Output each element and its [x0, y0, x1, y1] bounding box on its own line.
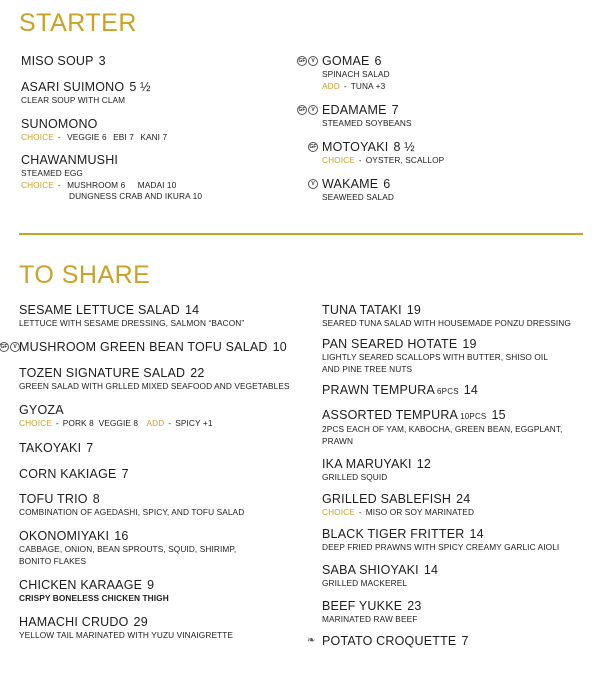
item-price: 29 — [133, 615, 148, 629]
item-name: HAMACHI CRUDO — [19, 615, 129, 629]
choice-option: DUNGNESS CRAB AND IKURA 10 — [69, 191, 203, 201]
choice-text: PORK 8 VEGGIE 8 — [62, 418, 139, 428]
item-description: AND PINE TREE NUTS — [322, 363, 413, 374]
menu-item — [19, 441, 93, 456]
choice-label: CHOICE — [19, 418, 52, 428]
item-price: 14 — [423, 563, 439, 577]
item-name: WAKAME — [322, 177, 379, 191]
add-label: ADD — [322, 80, 340, 91]
menu-item — [307, 634, 469, 649]
item-description: CLEAR SOUP WITH CLAM — [21, 95, 126, 105]
vegetarian-icon: V — [308, 105, 318, 115]
item-description: LIGHTLY SEARED SCALLOPS WITH BUTTER, SHISO OIL — [322, 352, 549, 362]
menu-item — [298, 103, 412, 130]
item-name: ASSORTED TEMPURA — [322, 408, 459, 422]
menu-item — [19, 492, 244, 519]
item-name: MOTOYAKI — [322, 140, 389, 154]
item-name: EDAMAME — [322, 103, 387, 117]
menu-item: GF V GOMAE 6 SPINACH SALAD ADD - TUNA +3 — [298, 54, 390, 91]
menu-item: CHAWANMUSHI STEAMED EGG CHOICE - MUSHROOM 6 MADAI 10 DUNGNESS CRAB AND IKURA 10 — [21, 153, 203, 201]
choice-option: MADAI 10 — [137, 179, 177, 190]
vegetarian-icon: V — [10, 342, 20, 352]
item-name: CHICKEN KARAAGE — [19, 578, 143, 592]
item-name: SABA SHIOYAKI — [322, 563, 419, 577]
item-price: 6 — [374, 54, 382, 68]
item-description: SEAWEED SALAD — [322, 192, 394, 202]
item-price: 15 — [491, 408, 506, 422]
choice-text: MISO OR SOY MARINATED — [365, 507, 475, 517]
item-price: 7 — [461, 634, 469, 648]
item-price: 12 — [416, 457, 432, 471]
item-price: 3 — [98, 54, 106, 68]
item-name: GRILLED SABLEFISH — [322, 492, 452, 506]
item-price: 14 — [185, 303, 200, 317]
menu-item — [322, 527, 559, 554]
item-description: SEARED TUNA SALAD WITH HOUSEMADE PONZU DRESSING — [322, 318, 571, 328]
item-description: SPINACH SALAD — [322, 69, 390, 79]
item-name: BLACK TIGER FRITTER — [322, 527, 465, 541]
item-name: TAKOYAKI — [19, 441, 82, 455]
item-quantity: 10PCS — [460, 412, 487, 421]
item-description: DEEP FRIED PRAWNS WITH SPICY CREAMY GARLIC AIOLI — [322, 542, 560, 552]
item-name: POTATO CROQUETTE — [322, 634, 457, 648]
menu-item: GF MOTOYAKI 8 ½ CHOICE - OYSTER, SCALLOP — [309, 140, 445, 165]
menu-item — [322, 408, 563, 447]
menu-item — [19, 366, 290, 393]
menu-item — [21, 80, 151, 107]
menu-item — [0, 340, 287, 355]
item-name: SUNOMONO — [21, 117, 98, 131]
menu-item: GYOZA CHOICE - PORK 8 VEGGIE 8 ADD - SPICY +1 — [19, 403, 213, 428]
add-text: SPICY +1 — [175, 418, 213, 428]
menu-item — [322, 337, 548, 375]
item-price: 5 ½ — [129, 80, 151, 94]
menu-item: SUNOMONO CHOICE - VEGGIE 6 EBI 7 KANI 7 — [21, 117, 168, 142]
item-description: YELLOW TAIL MARINATED WITH YUZU VINAIGRETTE — [19, 630, 234, 640]
menu-item — [311, 177, 394, 204]
item-description: LETTUCE WITH SESAME DRESSING, SALMON “BACON” — [19, 318, 245, 328]
gluten-free-icon: GF — [298, 58, 306, 64]
menu-item — [19, 615, 233, 642]
menu-item — [19, 467, 129, 482]
choice-option: KANI 7 — [140, 132, 168, 142]
choice-label: CHOICE — [21, 132, 54, 142]
gluten-free-icon: GF — [0, 344, 8, 350]
menu-item — [322, 563, 438, 590]
item-name: PRAWN TEMPURA — [322, 383, 436, 397]
choice-option: EBI 7 — [113, 132, 134, 142]
choice-label: CHOICE — [322, 507, 355, 517]
item-price: 22 — [190, 366, 205, 380]
choice-option: MUSHROOM 6 — [67, 179, 126, 190]
menu-item — [322, 303, 571, 330]
item-price: 19 — [462, 337, 477, 351]
choice-label: CHOICE — [322, 155, 355, 165]
menu-item — [19, 578, 169, 605]
vegetarian-icon: V — [308, 56, 318, 66]
item-name: OKONOMIYAKI — [19, 529, 110, 543]
item-description: CRISPY BONELESS CHICKEN THIGH — [19, 593, 169, 603]
item-price: 23 — [407, 599, 422, 613]
item-name: MISO SOUP — [21, 54, 94, 68]
item-name: CHAWANMUSHI — [21, 153, 119, 167]
item-name: CORN KAKIAGE — [19, 467, 117, 481]
leaf-icon: ❧ — [307, 635, 316, 646]
item-name: GYOZA — [19, 403, 64, 417]
item-name: TOFU TRIO — [19, 492, 88, 506]
item-price: 7 — [121, 467, 129, 481]
item-name: MUSHROOM GREEN BEAN TOFU SALAD — [19, 340, 268, 354]
item-price: 7 — [86, 441, 94, 455]
starter-title: STARTER — [19, 9, 137, 37]
item-name: IKA MARUYAKI — [322, 457, 412, 471]
item-description: STEAMED EGG — [21, 168, 83, 178]
item-name: PAN SEARED HOTATE — [322, 337, 458, 351]
gluten-free-icon: GF — [298, 107, 306, 113]
section-divider — [19, 233, 583, 235]
item-description: COMBINATION OF AGEDASHI, SPICY, AND TOFU SALAD — [19, 507, 245, 517]
item-description: GREEN SALAD WITH GRLLED MIXED SEAFOOD AND VEGETABLES — [19, 381, 290, 391]
item-quantity: 6PCS — [437, 387, 459, 396]
choice-label: CHOICE — [21, 179, 54, 190]
menu-item — [322, 383, 478, 399]
item-name: SESAME LETTUCE SALAD — [19, 303, 180, 317]
menu-item — [19, 303, 244, 330]
item-description: GRILLED MACKEREL — [322, 578, 408, 588]
item-price: 8 ½ — [393, 140, 415, 154]
item-price: 24 — [456, 492, 471, 506]
item-price: 6 — [383, 177, 391, 191]
menu-item — [19, 529, 236, 567]
item-description: CABBAGE, ONION, BEAN SPROUTS, SQUID, SHIRIMP, — [19, 544, 237, 554]
gluten-free-icon: GF — [309, 144, 317, 150]
item-description: PRAWN — [322, 435, 354, 446]
item-name: ASARI SUIMONO — [21, 80, 125, 94]
item-price: 14 — [463, 383, 479, 397]
to-share-title: TO SHARE — [19, 261, 151, 289]
item-price: 19 — [406, 303, 422, 317]
menu-item — [322, 599, 422, 626]
add-label: ADD — [146, 418, 165, 428]
item-name: TOZEN SIGNATURE SALAD — [19, 366, 186, 380]
item-price: 16 — [114, 529, 129, 543]
item-description: MARINATED RAW BEEF — [322, 614, 418, 624]
choice-text: OYSTER, SCALLOP — [365, 155, 445, 165]
item-description: GRILLED SQUID — [322, 472, 388, 482]
add-text: TUNA +3 — [350, 80, 386, 91]
item-price: 7 — [391, 103, 399, 117]
item-name: TUNA TATAKI — [322, 303, 402, 317]
item-description: STEAMED SOYBEANS — [322, 118, 412, 128]
vegetarian-icon: V — [308, 179, 318, 189]
item-description: 2PCS EACH OF YAM, KABOCHA, GREEN BEAN, EGGPLANT, — [322, 424, 563, 434]
item-name: GOMAE — [322, 54, 370, 68]
item-name: BEEF YUKKE — [322, 599, 403, 613]
menu-item: GRILLED SABLEFISH 24 CHOICE - MISO OR SOY MARINATED — [322, 492, 475, 517]
item-description: BONITO FLAKES — [19, 555, 87, 566]
menu-item — [21, 54, 106, 69]
item-price: 10 — [272, 340, 287, 354]
item-price: 8 — [92, 492, 100, 506]
item-price: 9 — [147, 578, 155, 592]
choice-option: VEGGIE 6 — [67, 132, 107, 142]
menu-item — [322, 457, 431, 484]
item-price: 14 — [469, 527, 484, 541]
